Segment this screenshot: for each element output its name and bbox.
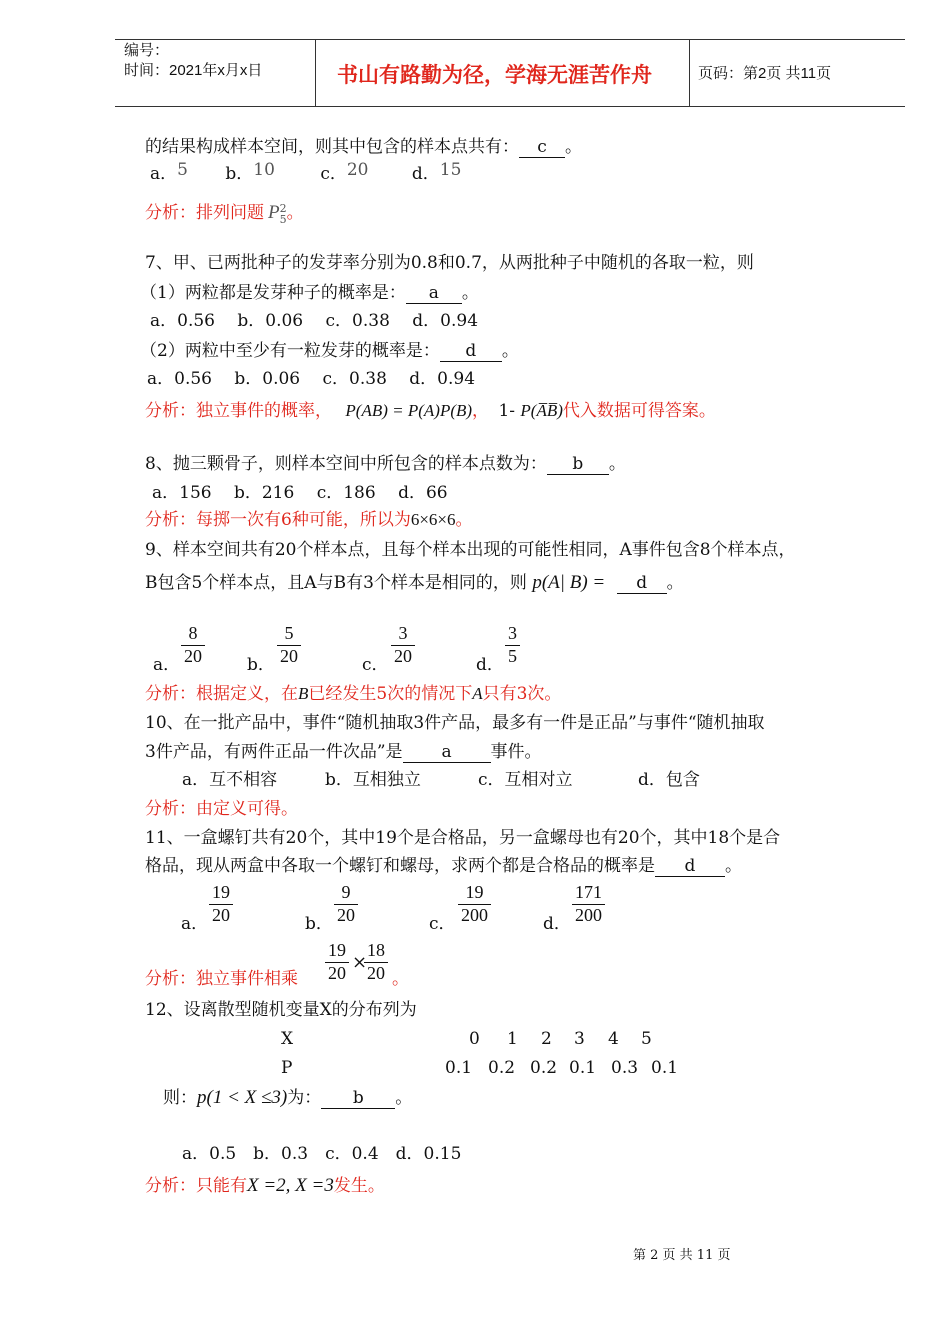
q11-analysis-text: 分析：独立事件相乘 <box>145 969 298 989</box>
q6-opt-b-value: 10 <box>253 160 275 180</box>
table-x-value: 4 <box>608 1029 619 1049</box>
q7-sub1-end: 。 <box>461 283 479 303</box>
table-x-value: 2 <box>541 1029 552 1049</box>
q7-formula-complement: P(A̅B̅) <box>520 401 563 420</box>
q9-opt-b-den: 20 <box>280 645 298 666</box>
q9-opt-a-den: 20 <box>184 645 202 666</box>
page-label: 页码：第2页 共11页 <box>698 65 832 82</box>
time-label: 时间：2021年x月x日 <box>124 62 263 79</box>
q9-opt-b-num: 5 <box>277 623 301 646</box>
q9-opt-d-fraction <box>505 623 520 667</box>
q11-opt-c-den: 200 <box>461 904 488 925</box>
q9-opt-a-label: a． <box>153 655 181 675</box>
table-p-label: P <box>281 1058 293 1078</box>
q9-stem-1: 9、样本空间共有20个样本点，且每个样本出现的可能性相同，A事件包含8个样本点， <box>145 540 796 560</box>
q8-analysis <box>145 510 473 530</box>
table-p-value: 0.3 <box>611 1058 639 1078</box>
q12-analysis <box>145 1175 385 1198</box>
q11-stem-1: 11、一盒螺钉共有20个，其中19个是合格品，另一盒螺母也有20个，其中18个是合 <box>145 828 781 848</box>
q12-analysis-end: 发生。 <box>333 1176 385 1196</box>
q12-stem: 12、设离散型随机变量X的分布列为 <box>145 1000 417 1020</box>
q9-opt-b-fraction <box>277 623 301 667</box>
q10-opt-c-value: 互相对立 <box>504 770 573 790</box>
q6-opt-c-value: 20 <box>346 160 369 180</box>
q7-sub1-answer: a <box>406 284 462 304</box>
q10-answer: a <box>403 743 491 763</box>
q7-sub2-answer: d <box>440 342 502 362</box>
q7-analysis-text: 分析：独立事件的概率， <box>145 401 332 421</box>
q6-end: 。 <box>565 137 582 157</box>
q7-options1: a．0.56 b．0.06 c．0.38 d．0.94 <box>150 311 479 331</box>
q6-analysis-text: 分析：排列问题 <box>145 203 264 223</box>
q11-analysis-fraction-1 <box>325 940 349 984</box>
q7-sub2 <box>140 341 519 362</box>
q11-opt-b-den: 20 <box>337 904 355 925</box>
header-divider-2 <box>689 39 690 107</box>
q10-opt-a-label: a． <box>182 770 210 790</box>
q12-as: 为： <box>287 1088 322 1108</box>
q10-stem-1: 10、在一批产品中，事件“随机抽取3件产品，最多有一件是正品”与事件“随机抽取 <box>145 713 765 733</box>
q9-opt-d-den: 5 <box>508 645 517 666</box>
q7-analysis-end: 代入数据可得答案。 <box>562 401 716 421</box>
q7-formula-product: P(AB) = P(A)P(B) <box>345 401 473 420</box>
q11-opt-b-label: b． <box>305 914 333 934</box>
perm-sup: 2 <box>279 201 287 215</box>
q9-opt-c-num: 3 <box>391 623 415 646</box>
q7-sub2-end: 。 <box>501 341 519 361</box>
q10-opt-b-value: 互相独立 <box>352 770 421 790</box>
q6-analysis-end: 。 <box>286 203 304 223</box>
q8-end: 。 <box>608 454 626 474</box>
q10-opt-b-label: b． <box>325 770 353 790</box>
q11-opt-b-fraction <box>334 882 358 926</box>
q6-opt-d-value: 15 <box>439 160 462 180</box>
q10-stem-2 <box>145 742 542 763</box>
table-p-value: 0.1 <box>651 1058 679 1078</box>
q12-question <box>163 1087 412 1110</box>
q11-f2-den: 20 <box>367 962 385 983</box>
q11-opt-c-label: c． <box>429 914 456 934</box>
footer-page-number: 第 2 页 共 11 页 <box>633 1248 731 1263</box>
q9-opt-d-label: d． <box>476 655 504 675</box>
table-x-value: 5 <box>641 1029 652 1049</box>
q9-opt-b-label: b． <box>247 655 275 675</box>
q10-opt-d <box>638 770 700 790</box>
q12-answer: b <box>321 1089 395 1109</box>
q9-opt-c-den: 20 <box>394 645 412 666</box>
q6-opt-d-label: d． <box>411 164 440 184</box>
q11-stem-2 <box>145 856 742 877</box>
q12-end: 。 <box>395 1088 413 1108</box>
perm-symbol: P <box>268 202 280 223</box>
q9-analysis <box>145 684 561 704</box>
q10-opt-d-label: d． <box>638 770 666 790</box>
q8-analysis-end: 。 <box>455 510 473 530</box>
q8-answer: b <box>547 455 609 475</box>
q10-analysis: 分析：由定义可得。 <box>145 799 298 819</box>
q11-analysis-fraction-2 <box>364 940 388 984</box>
q6-options <box>150 160 462 184</box>
q6-opt-a-value: 5 <box>177 160 188 180</box>
table-x-value: 1 <box>507 1029 518 1049</box>
table-p-value: 0.1 <box>569 1058 597 1078</box>
q7-sub1 <box>140 283 479 304</box>
q10-opt-a-value: 互不相容 <box>209 770 278 790</box>
q6-analysis <box>145 202 304 225</box>
table-p-value: 0.1 <box>445 1058 473 1078</box>
serial-label: 编号： <box>124 42 170 59</box>
q7-stem: 7、甲、已两批种子的发芽率分别为0.8和0.7，从两批种子中随机的各取一粒，则 <box>145 253 754 273</box>
q9-opt-d-num: 3 <box>505 623 520 646</box>
q9-stem-2-text: B包含5个样本点，且A与B有3个样本是相同的，则 <box>145 573 527 593</box>
q11-opt-a-num: 19 <box>209 882 233 905</box>
q11-opt-b-num: 9 <box>334 882 358 905</box>
q9-stem-2 <box>145 572 684 595</box>
q11-answer: d <box>655 857 725 877</box>
q11-opt-d-label: d． <box>543 914 571 934</box>
table-x-value: 0 <box>469 1029 480 1049</box>
q10-opt-c <box>478 770 573 790</box>
q12-then: 则： <box>163 1088 197 1108</box>
q9-analysis-text-3: 只有3次。 <box>482 684 562 704</box>
q10-opt-b <box>325 770 421 790</box>
q6-opt-a-label: a． <box>150 164 178 184</box>
q9-opt-a-num: 8 <box>181 623 205 646</box>
q12-analysis-text: 分析：只能有 <box>145 1176 247 1196</box>
q6-text: 的结果构成样本空间，则其中包含的样本点共有： <box>145 137 519 157</box>
q8-stem-text: 8、抛三颗骨子，则样本空间中所包含的样本点数为： <box>145 454 547 474</box>
q7-formula-one-minus: 1- <box>498 401 516 421</box>
q10-end: 事件。 <box>490 742 542 762</box>
q9-opt-c-label: c． <box>362 655 389 675</box>
q7-options2: a．0.56 b．0.06 c．0.38 d．0.94 <box>147 369 476 389</box>
q6-line <box>145 137 582 158</box>
q8-analysis-text: 分析：每掷一次有6种可能，所以为 <box>145 510 411 530</box>
q7-analysis <box>145 401 716 421</box>
q12-options: a．0.5 b．0.3 c．0.4 d．0.15 <box>182 1144 462 1164</box>
q11-f1-den: 20 <box>328 962 346 983</box>
q9-analysis-text-2: 已经发生5次的情况下 <box>308 684 473 704</box>
q10-opt-a <box>182 770 277 790</box>
header-top-rule <box>115 39 905 40</box>
q7-sub2-text: （2）两粒中至少有一粒发芽的概率是： <box>140 341 440 361</box>
motto: 书山有路勤为径，学海无涯苦作舟 <box>337 62 652 87</box>
table-x-label: X <box>281 1029 294 1049</box>
q8-formula: 6×6×6 <box>410 510 456 529</box>
q9-answer: d <box>617 574 667 594</box>
table-p-value: 0.2 <box>488 1058 516 1078</box>
q11-opt-d-num: 171 <box>572 882 605 905</box>
q7-sub1-text: （1）两粒都是发芽种子的概率是： <box>140 283 406 303</box>
q8-options: a．156 b．216 c．186 d．66 <box>152 483 448 503</box>
q11-opt-a-den: 20 <box>212 904 230 925</box>
header-bottom-rule <box>115 106 905 107</box>
q7-comma: ， <box>472 401 490 421</box>
q11-opt-c-fraction <box>458 882 491 926</box>
q11-opt-c-num: 19 <box>458 882 491 905</box>
q10-stem-2-text: 3件产品，有两件正品一件次品”是 <box>145 742 403 762</box>
table-p-value: 0.2 <box>530 1058 558 1078</box>
q9-formula: p(A| B) = <box>532 572 606 593</box>
q11-times: × <box>352 952 368 973</box>
perm-sub: 5 <box>279 212 287 226</box>
q9-end: 。 <box>666 573 684 593</box>
q11-opt-d-den: 200 <box>575 904 602 925</box>
q6-opt-b-label: b． <box>225 164 254 184</box>
q11-stem-2-text: 格品，现从两盒中各取一个螺钉和螺母，求两个都是合格品的概率是 <box>145 856 655 876</box>
q12-analysis-formula: X =2, X =3 <box>247 1175 334 1196</box>
q9-analysis-text-1: 分析：根据定义，在 <box>145 684 298 704</box>
q11-analysis-end: 。 <box>392 969 409 989</box>
q11-opt-a-fraction <box>209 882 233 926</box>
q10-opt-c-label: c． <box>478 770 505 790</box>
q9-opt-a-fraction <box>181 623 205 667</box>
q9-opt-c-fraction <box>391 623 415 667</box>
q11-f2-num: 18 <box>364 940 388 963</box>
table-x-value: 3 <box>574 1029 585 1049</box>
q12-formula: p(1 < X ≤3) <box>197 1087 288 1108</box>
q11-opt-d-fraction <box>572 882 605 926</box>
q10-opt-d-value: 包含 <box>665 770 700 790</box>
q11-f1-num: 19 <box>325 940 349 963</box>
q9-analysis-a: A <box>472 684 483 703</box>
q6-opt-c-label: c． <box>320 164 347 184</box>
q11-end: 。 <box>725 856 742 876</box>
header-divider-1 <box>315 39 316 107</box>
q11-opt-a-label: a． <box>181 914 209 934</box>
q9-analysis-b: B <box>298 684 309 703</box>
q8-stem <box>145 454 626 475</box>
q6-answer: c <box>519 138 565 158</box>
